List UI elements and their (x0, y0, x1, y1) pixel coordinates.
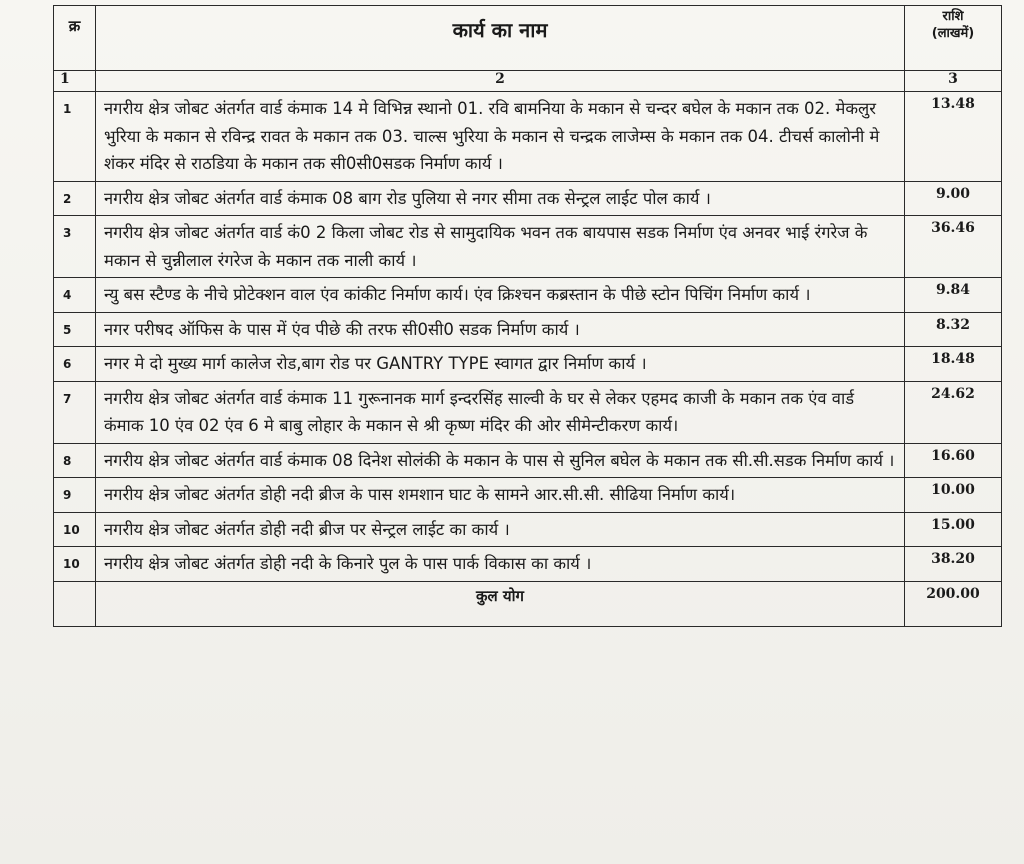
row-amount: 10.00 (905, 478, 1002, 513)
row-serial: 4 (54, 278, 96, 313)
table-row (54, 278, 1002, 313)
row-serial: 8 (54, 443, 96, 478)
index-name: 2 (96, 71, 905, 92)
table-row (54, 443, 1002, 478)
row-amount: 8.32 (905, 312, 1002, 347)
row-work-name: नगर परीषद ऑफिस के पास में एंव पीछे की तरफ सी0सी0 सडक निर्माण कार्य । (96, 312, 905, 347)
row-serial: 1 (54, 92, 96, 182)
row-work-name: नगरीय क्षेत्र जोबट अंतर्गत वार्ड कंमाक 14 मे विभिन्न स्थानो 01. रवि बामनिया के मकान से चन्दर बघेल के मकान तक 02. मेकलुर भुरिया के मकान से रविन्द्र रावत के मकान तक 03. चाल्स भुरिया के मकान से चन्द्रक लाजेम्स के मकान तक 04. टीचर्स कालोनी मे शंकर मंदिर से राठडिया के मकान तक सी0सी0सडक निर्माण कार्य । (96, 92, 905, 182)
row-serial: 3 (54, 216, 96, 278)
works-table (53, 5, 1002, 627)
table-row (54, 216, 1002, 278)
row-work-name: नगरीय क्षेत्र जोबट अंतर्गत डोही नदी ब्रीज के पास शमशान घाट के सामने आर.सी.सी. सीढिया निर्माण कार्य। (96, 478, 905, 513)
row-serial: 10 (54, 512, 96, 547)
header-serial: क्र (54, 6, 96, 71)
total-empty-cell (54, 581, 96, 626)
row-amount: 9.84 (905, 278, 1002, 313)
row-serial: 6 (54, 347, 96, 382)
row-work-name: नगरीय क्षेत्र जोबट अंतर्गत वार्ड कंमाक 08 बाग रोड पुलिया से नगर सीमा तक सेन्ट्रल लाईट पोल कार्य । (96, 181, 905, 216)
table-row (54, 547, 1002, 582)
row-work-name: नगर मे दो मुख्य मार्ग कालेज रोड,बाग रोड पर GANTRY TYPE स्वागत द्वार निर्माण कार्य । (96, 347, 905, 382)
header-amount-line2: (लाखमें) (931, 26, 975, 41)
table-row (54, 92, 1002, 182)
row-amount: 24.62 (905, 381, 1002, 443)
row-work-name: नगरीय क्षेत्र जोबट अंतर्गत वार्ड कं0 2 किला जोबट रोड से सामुदायिक भवन तक बायपास सडक निर्माण एंव अनवर भाई रंगरेज के मकान से चुन्नीलाल रंगरेज के मकान तक नाली कार्य । (96, 216, 905, 278)
row-serial: 9 (54, 478, 96, 513)
index-serial: 1 (54, 71, 96, 92)
row-serial: 10 (54, 547, 96, 582)
header-row (54, 6, 1002, 71)
row-amount: 36.46 (905, 216, 1002, 278)
table-row (54, 347, 1002, 382)
row-amount: 9.00 (905, 181, 1002, 216)
total-amount: 200.00 (905, 581, 1002, 626)
row-work-name: नगरीय क्षेत्र जोबट अंतर्गत वार्ड कंमाक 11 गुरूनानक मार्ग इन्दरसिंह साल्वी के घर से लेकर एहमद काजी के मकान तक एंव वार्ड कंमाक 10 एंव 02 एंव 6 मे बाबु लोहार के मकान से श्री कृष्ण मंदिर की ओर सीमेन्टीकरण कार्य। (96, 381, 905, 443)
total-label: कुल योग (96, 581, 905, 626)
row-work-name: न्यु बस स्टैण्ड के नीचे प्रोटेक्शन वाल एंव कांकीट निर्माण कार्य। एंव क्रिश्चन कब्रस्तान के पीछे स्टोन पिचिंग निर्माण कार्य । (96, 278, 905, 313)
header-amount-line1: राशि (942, 9, 964, 24)
row-serial: 5 (54, 312, 96, 347)
table-row (54, 381, 1002, 443)
row-amount: 38.20 (905, 547, 1002, 582)
row-work-name: नगरीय क्षेत्र जोबट अंतर्गत वार्ड कंमाक 08 दिनेश सोलंकी के मकान के पास से सुनिल बघेल के मकान तक सी.सी.सडक निर्माण कार्य । (96, 443, 905, 478)
column-index-row (54, 71, 1002, 92)
header-work-name: कार्य का नाम (96, 6, 905, 71)
header-amount (905, 6, 1002, 71)
row-amount: 15.00 (905, 512, 1002, 547)
row-serial: 7 (54, 381, 96, 443)
row-amount: 18.48 (905, 347, 1002, 382)
table-row (54, 181, 1002, 216)
row-amount: 13.48 (905, 92, 1002, 182)
total-row (54, 581, 1002, 626)
index-amount: 3 (905, 71, 1002, 92)
table-row (54, 312, 1002, 347)
row-serial: 2 (54, 181, 96, 216)
row-work-name: नगरीय क्षेत्र जोबट अंतर्गत डोही नदी के किनारे पुल के पास पार्क विकास का कार्य । (96, 547, 905, 582)
table-row (54, 478, 1002, 513)
table-row (54, 512, 1002, 547)
row-amount: 16.60 (905, 443, 1002, 478)
row-work-name: नगरीय क्षेत्र जोबट अंतर्गत डोही नदी ब्रीज पर सेन्ट्रल लाईट का कार्य । (96, 512, 905, 547)
